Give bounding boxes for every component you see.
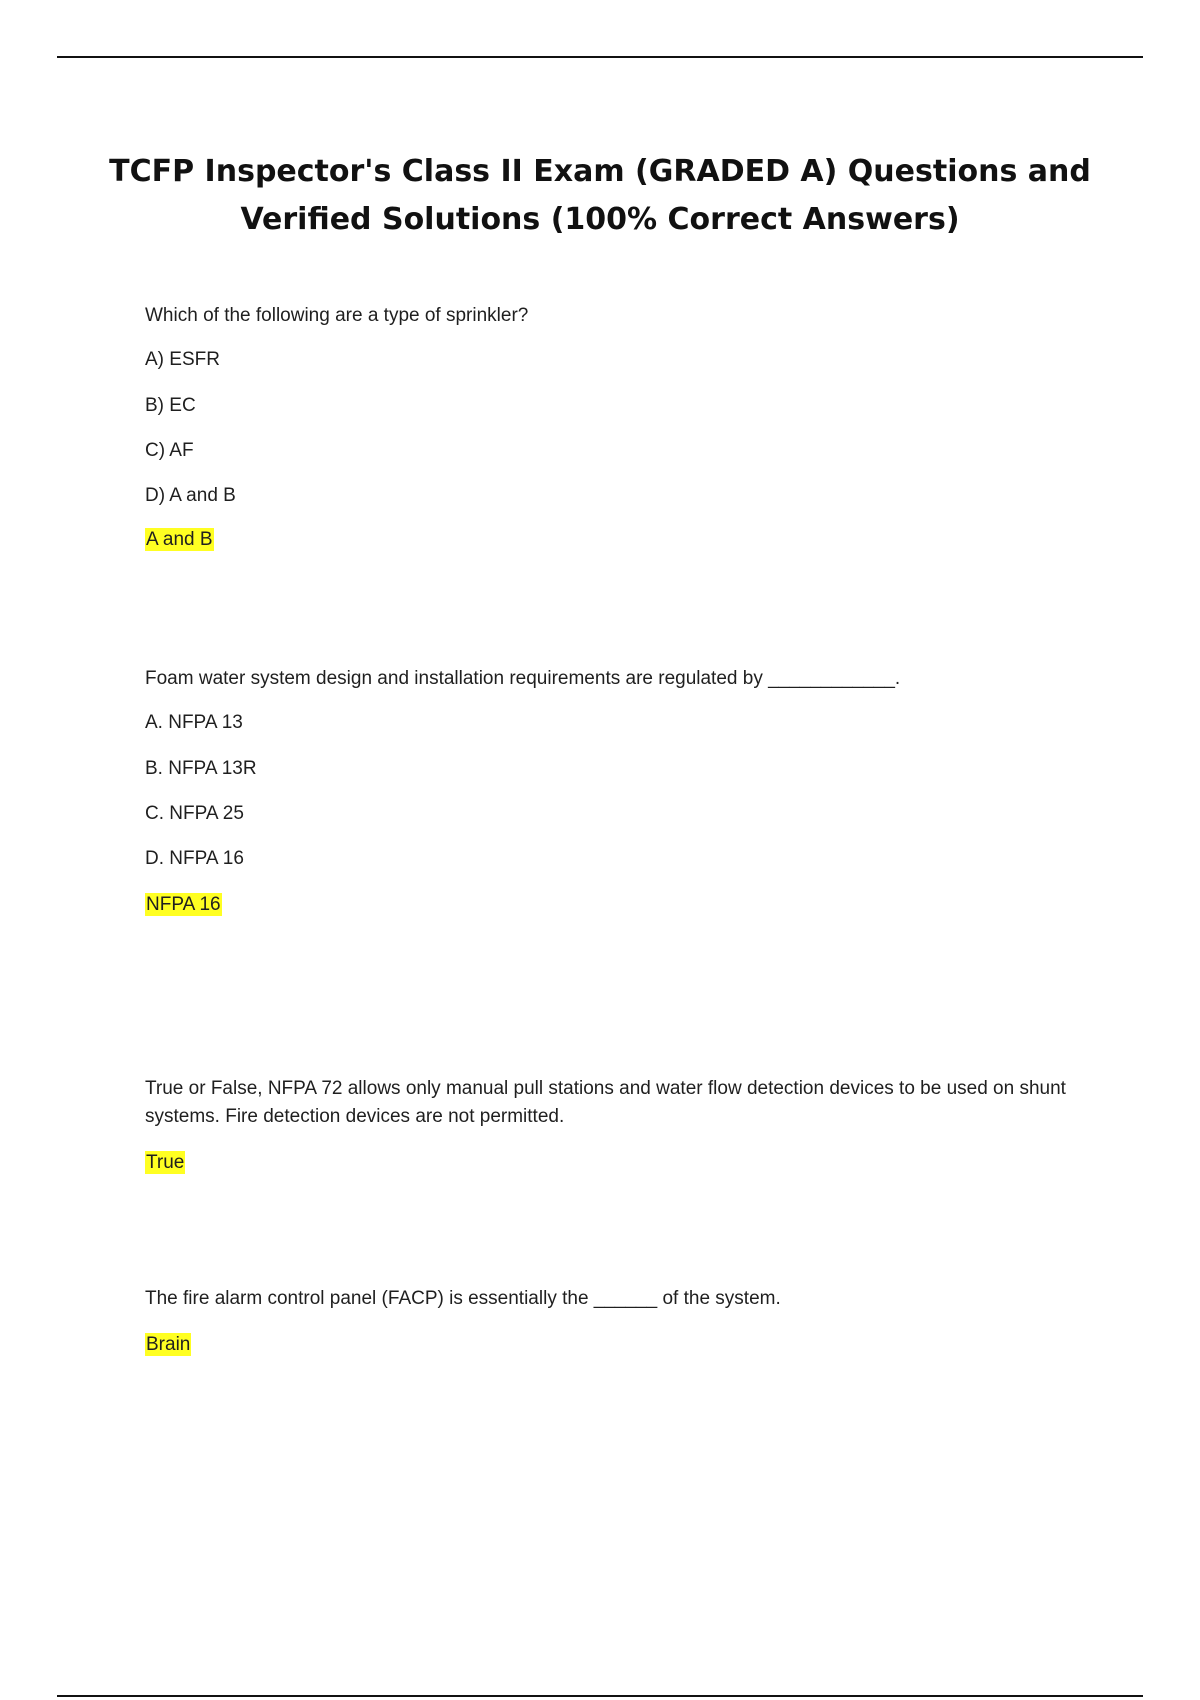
answer-highlight: True [146, 1152, 185, 1173]
question-prompt: True or False, NFPA 72 allows only manual pull stations and water flow detection devices to be used on shunt systems. Fire detection devices are not permitted. [145, 1078, 1066, 1127]
question-prompt: Foam water system design and installation requirements are regulated by ____________. [145, 668, 901, 689]
answer-highlight: Brain [146, 1334, 191, 1355]
option-c: C) AF [145, 440, 194, 461]
answer-highlight: A and B [146, 529, 213, 550]
option-b: B. NFPA 13R [145, 758, 257, 779]
title-line-2: Verified Solutions (100% Correct Answers) [240, 202, 960, 237]
answer-highlight: NFPA 16 [146, 894, 221, 915]
option-d: D. NFPA 16 [145, 848, 244, 869]
footer-rule [57, 1695, 1143, 1697]
option-d: D) A and B [145, 485, 236, 506]
option-b: B) EC [145, 395, 196, 416]
question-prompt: Which of the following are a type of sprinkler? [145, 305, 529, 326]
question-prompt: The fire alarm control panel (FACP) is essentially the ______ of the system. [145, 1288, 781, 1309]
document-title [100, 148, 1100, 244]
header-rule [57, 56, 1143, 58]
option-c: C. NFPA 25 [145, 803, 244, 824]
option-a: A) ESFR [145, 349, 220, 370]
title-line-1: TCFP Inspector's Class II Exam (GRADED A) Questions and [109, 154, 1091, 189]
option-a: A. NFPA 13 [145, 712, 243, 733]
